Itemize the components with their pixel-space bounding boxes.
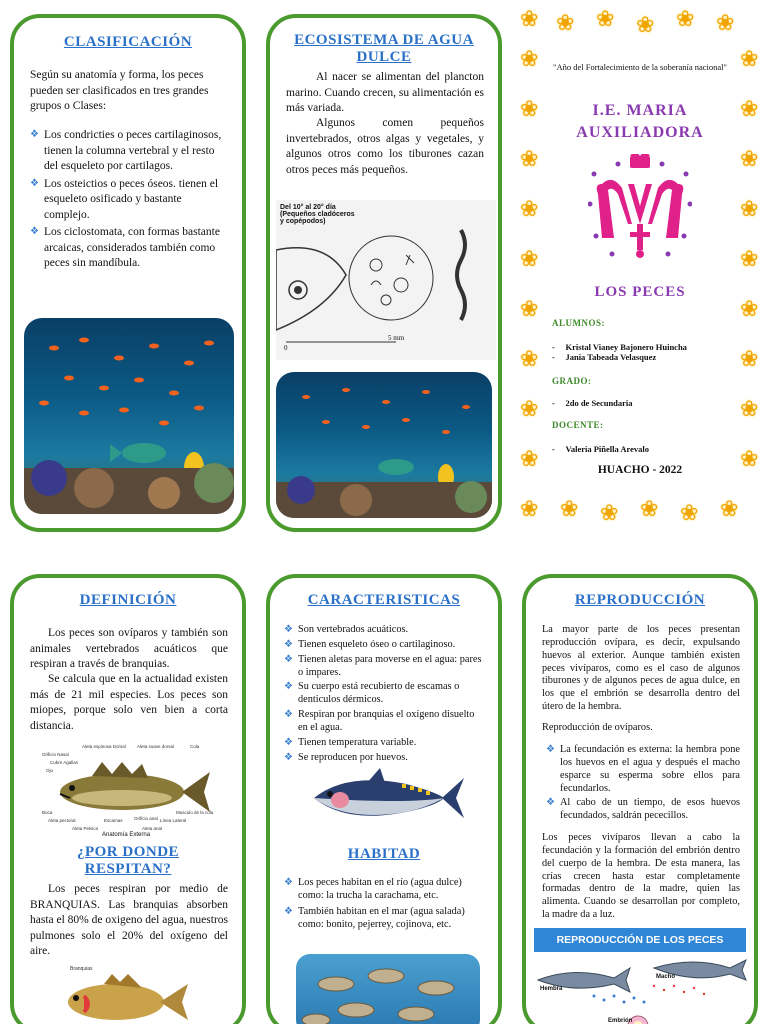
alumno-item <box>552 352 752 362</box>
habitat-list <box>284 876 486 934</box>
list-item: ❖ Se reproducen por huevos. <box>284 752 486 765</box>
panel-definicion <box>10 574 246 1024</box>
reproduccion-subtitle: Reproducción de ovíparos. <box>542 722 653 733</box>
ecosistema-title: ECOSISTEMA DE AGUA DULCE <box>294 32 474 66</box>
anatomy-label: Ojo <box>46 768 54 773</box>
alumnos-label: ALUMNOS: <box>552 318 605 328</box>
fish-anatomy-illustration <box>42 744 222 840</box>
list-item: ❖ Los peces habitan en el río (agua dulce) como: la trucha la carachama, etc. <box>284 876 486 903</box>
grado-item <box>552 398 633 408</box>
bullet: - <box>552 444 555 454</box>
goldfish-icon: ❀ <box>520 446 539 471</box>
bullet: - <box>552 398 555 408</box>
grado-label: GRADO: <box>552 376 592 386</box>
goldfish-icon: ❀ <box>740 146 759 171</box>
goldfish-icon: ❀ <box>720 496 739 521</box>
goldfish-icon: ❀ <box>600 500 619 525</box>
hembra-label: Hembra <box>540 986 563 992</box>
panel-ecosistema <box>266 14 502 532</box>
goldfish-icon: ❀ <box>520 396 539 421</box>
anatomy-label: Aleta suave dorsal <box>137 744 175 749</box>
fish-anatomy-diagram <box>42 744 222 840</box>
reproduccion-p2: Los peces vivíparos llevan a cabo la fecundación y la formación del embrión dentro del cuerpo de la hembra. De esta manera, las crías crecen hasta estar completamente formadas dentro de la madre, quien las alimenta. Cuando se desarrollan por completo, la madre da a luz. <box>542 832 740 921</box>
ecosistema-p2: Algunos comen pequeños invertebrados, otros algas y vegetales, y algunos otros como los tiburones cazan otros peces más pequeños. <box>286 117 484 176</box>
coral-reef-image <box>276 372 492 518</box>
tuna-illustration <box>306 764 466 832</box>
list-item: ❖ Son vertebrados acuáticos. <box>284 624 486 637</box>
goldfish-icon: ❀ <box>596 6 615 31</box>
goldfish-icon: ❀ <box>716 10 735 35</box>
goldfish-icon: ❀ <box>520 296 539 321</box>
goldfish-icon: ❀ <box>740 196 759 221</box>
habitat-title: HABITAD <box>347 846 421 862</box>
caracteristicas-title: CARACTERISTICAS <box>307 592 461 608</box>
cover-motto: "Año del Fortalecimiento de la soberanía nacional" <box>552 62 728 72</box>
goldfish-icon: ❀ <box>740 396 759 421</box>
bullet: - <box>552 352 555 362</box>
definicion-title: DEFINICIÓN <box>79 592 177 608</box>
anatomy-label: Aleta anal <box>142 826 163 831</box>
gill-label: Branquias <box>70 966 93 972</box>
docente-label: DOCENTE: <box>552 420 604 430</box>
goldfish-icon: ❀ <box>520 96 539 121</box>
coral-reef-illustration <box>276 372 492 518</box>
list-item: ❖ Los condricties o peces cartilaginosos, tienen la columna vertebral y el resto del esqueleto por cartilagos. <box>30 128 228 175</box>
anatomy-label: Cola <box>190 744 200 749</box>
panel-reproduccion <box>522 574 758 1024</box>
reproduccion-banner: REPRODUCCIÓN DE LOS PECES <box>534 928 746 952</box>
panel-clasificacion <box>10 14 246 532</box>
goldfish-icon: ❀ <box>520 246 539 271</box>
bullet: - <box>552 342 555 352</box>
docente-name: Valeria Piñella Arevalo <box>565 444 650 454</box>
anatomy-label: Cubre Agallas <box>50 760 79 765</box>
reproduccion-title: REPRODUCCIÓN <box>574 592 706 608</box>
panel-caracteristicas <box>266 574 502 1024</box>
cover-place: HUACHO - 2022 <box>597 464 683 476</box>
respiran-title: ¿POR DONDE RESPITAN? <box>76 844 180 878</box>
anatomy-label: Aleta pectoral <box>48 818 76 823</box>
gill-diagram <box>54 966 204 1024</box>
definicion-p1: Los peces son ovíparos y también son animales vertebrados acuáticos que respiran a través de branquias. <box>30 627 228 671</box>
list-item: ❖ Al cabo de un tiempo, de esos huevos fecundados, saldrán pececillos. <box>546 797 740 823</box>
respiran-text: Los peces respiran por medio de BRANQUIAS. Las branquias absorben hasta el 80% de oxigeno del agua, nuestros pulmones solo el 20% del oxígeno del aire. <box>30 883 228 958</box>
cover-subject: LOS PECES <box>594 284 686 300</box>
anatomy-label: Boca <box>42 810 53 815</box>
grado-value: 2do de Secundaria <box>565 398 633 408</box>
goldfish-icon: ❀ <box>520 146 539 171</box>
definicion-p2: Se calcula que en la actualidad existen más de 21 mil especies. Los peces son miopes, porque solo ven bien a corta distancia. <box>30 673 228 732</box>
ecosistema-p1: Al nacer se alimentan del plancton marino. Cuando crecen, su alimentación es más variada. <box>286 71 484 115</box>
alumno-item <box>552 342 752 352</box>
plankton-diagram-label: Del 10° al 20° día (Pequeños cladóceros y copépodos) <box>280 204 355 225</box>
cover-panel <box>516 6 764 530</box>
reproduccion-p1: La mayor parte de los peces presentan reproducción ovípara, es decir, expulsando huevos al exterior. Aunque también existen peces vivíparos, como es el caso de algunos tiburones y de algunos peces de agua dulce, en los que el embrión se desarrolla dentro del útero de la hembra. <box>542 624 740 713</box>
list-item: ❖ Su cuerpo está recubierto de escamas o denticulos dérmicos. <box>284 681 486 707</box>
goldfish-icon: ❀ <box>740 446 759 471</box>
docente-item <box>552 444 649 454</box>
list-item: ❖ Respiran por branquias el oxígeno disuelto en el agua. <box>284 709 486 735</box>
goldfish-icon: ❀ <box>556 10 575 35</box>
list-item: ❖ También habitan en el mar (agua salada) como: bonito, pejerrey, cojinova, etc. <box>284 905 486 932</box>
plankton-diagram <box>276 200 496 360</box>
fish-school-illustration <box>296 954 480 1024</box>
caracteristicas-list <box>284 624 486 767</box>
goldfish-icon: ❀ <box>520 496 539 521</box>
embrion-label: Embrión <box>608 1018 633 1024</box>
coral-reef-image <box>24 318 234 514</box>
school-name: I.E. MARIA AUXILIADORA <box>576 102 704 142</box>
goldfish-icon: ❀ <box>676 6 695 31</box>
alumno-name: Jania Tabeada Velasquez <box>565 352 657 362</box>
anatomy-caption: Anatomía Externa <box>102 832 151 838</box>
alumnos-list <box>552 342 752 362</box>
clasificacion-title: CLASIFICACIÓN <box>63 34 193 50</box>
school-logo-icon <box>588 154 692 264</box>
goldfish-icon: ❀ <box>740 96 759 121</box>
anatomy-label: Musculo de la cola <box>176 810 214 815</box>
goldfish-icon: ❀ <box>740 296 759 321</box>
goldfish-icon: ❀ <box>680 500 699 525</box>
goldfish-icon: ❀ <box>520 46 539 71</box>
goldfish-icon: ❀ <box>560 496 579 521</box>
reproduccion-list <box>546 744 740 825</box>
goldfish-icon: ❀ <box>640 496 659 521</box>
goldfish-icon: ❀ <box>740 246 759 271</box>
goldfish-icon: ❀ <box>740 346 759 371</box>
clasificacion-list <box>30 128 228 274</box>
macho-label: Macho <box>656 974 676 980</box>
anatomy-label: Escamas <box>104 818 123 823</box>
coral-reef-illustration <box>24 318 234 514</box>
anatomy-label: Línea Lateral <box>160 818 187 823</box>
goldfish-icon: ❀ <box>636 12 655 37</box>
goldfish-icon: ❀ <box>520 196 539 221</box>
list-item: ❖ Tienen esqueleto óseo o cartilaginoso. <box>284 639 486 652</box>
goldfish-icon: ❀ <box>520 6 539 31</box>
clasificacion-intro: Según su anatomía y forma, los peces pueden ser clasificados en tres grandes grupos o Clases: <box>30 69 209 113</box>
reproduction-illustration <box>534 956 750 1024</box>
list-item: ❖ Los ciclostomata, con formas bastante arcaicas, considerados también como peces sin mandíbula. <box>30 225 228 272</box>
anatomy-label: Orificio anal <box>134 816 158 821</box>
reproduction-diagram <box>534 956 750 1024</box>
fish-gills-illustration <box>54 966 204 1024</box>
list-item: ❖ La fecundación es externa: la hembra pone los huevos en el agua y después el macho esparce su esperma sobre ellos para fecundarlos. <box>546 744 740 795</box>
list-item: ❖ Los osteictios o peces óseos. tienen el esqueleto osificado y bastante complejo. <box>30 177 228 224</box>
fish-school-image <box>296 954 480 1024</box>
alumno-name: Kristal Vianey Bajonero Huincha <box>565 342 687 352</box>
list-item: ❖ Tienen aletas para moverse en el agua: pares o impares. <box>284 654 486 680</box>
goldfish-icon: ❀ <box>520 346 539 371</box>
anatomy-label: Aleta espinosa Dorsal <box>82 744 126 749</box>
goldfish-icon: ❀ <box>740 46 759 71</box>
scale-five-mm: 5 mm <box>388 334 405 342</box>
list-item: ❖ Tienen temperatura variable. <box>284 737 486 750</box>
anatomy-label: Aleta Pelvica <box>72 826 99 831</box>
scale-zero: 0 <box>284 344 288 352</box>
anatomy-label: Orificio Nasal <box>42 752 69 757</box>
